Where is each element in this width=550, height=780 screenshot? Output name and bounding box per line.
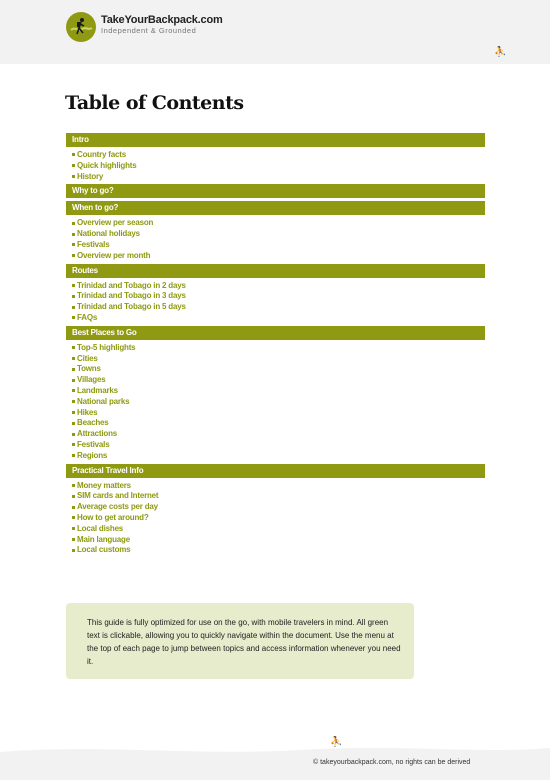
toc-link[interactable]: Trinidad and Tobago in 3 days (72, 291, 485, 302)
toc-link[interactable]: Festivals (72, 240, 485, 251)
bullet-icon (72, 243, 75, 246)
toc-section-why (66, 184, 485, 198)
toc-link[interactable]: Top-5 highlights (72, 343, 485, 354)
toc-link[interactable]: Beaches (72, 418, 485, 429)
bullet-icon (72, 411, 75, 414)
bullet-icon (72, 400, 75, 403)
info-note-text: This guide is fully optimized for use on the go, with mobile travelers in mind. All green text is clickable, allowing you to quickly navigate within the document. Use the menu at the top of each page to jump between topics and access information whenever you need it. (87, 618, 401, 666)
bullet-icon (72, 284, 75, 287)
brand-tagline: Independent & Grounded (101, 26, 197, 35)
bullet-icon (72, 153, 75, 156)
toc-link[interactable]: Quick highlights (72, 161, 485, 172)
bullet-icon (72, 254, 75, 257)
toc-link[interactable]: Local dishes (72, 524, 485, 535)
toc-link[interactable]: Country facts (72, 150, 485, 161)
bullet-icon (72, 484, 75, 487)
bullet-icon (72, 233, 75, 236)
bullet-icon (72, 443, 75, 446)
brand-name[interactable]: TakeYourBackpack.com (101, 14, 223, 26)
bullet-icon (72, 164, 75, 167)
bullet-icon (72, 357, 75, 360)
globe-hiker-icon (66, 12, 96, 42)
toc-section-intro (66, 133, 485, 182)
bullet-icon (72, 433, 75, 436)
toc-link[interactable]: History (72, 172, 485, 183)
toc-link[interactable]: Local customs (72, 545, 485, 556)
logo-icon[interactable] (66, 12, 96, 42)
toc-link[interactable]: Main language (72, 535, 485, 546)
bullet-icon (72, 422, 75, 425)
toc-section-routes (66, 264, 485, 324)
header-wave (0, 52, 550, 72)
toc-section-practical (66, 464, 485, 557)
page-title: Table of Contents (65, 92, 244, 114)
section-items (66, 281, 485, 324)
toc-link[interactable]: FAQs (72, 313, 485, 324)
section-items (66, 481, 485, 557)
toc-link[interactable]: National holidays (72, 229, 485, 240)
bullet-icon (72, 538, 75, 541)
hiker-icon: ⛹ (330, 737, 343, 748)
toc-link[interactable]: How to get around? (72, 513, 485, 524)
section-items (66, 150, 485, 182)
bullet-icon (72, 316, 75, 319)
bullet-icon (72, 295, 75, 298)
toc-link[interactable]: Landmarks (72, 386, 485, 397)
section-heading[interactable]: Why to go? (66, 184, 485, 198)
toc-link[interactable]: Towns (72, 364, 485, 375)
bullet-icon (72, 506, 75, 509)
toc-link[interactable]: Regions (72, 451, 485, 462)
section-heading[interactable]: Routes (66, 264, 485, 278)
section-items (66, 218, 485, 261)
toc-section-places (66, 326, 485, 462)
toc-link[interactable]: Villages (72, 375, 485, 386)
toc-link[interactable]: Festivals (72, 440, 485, 451)
toc-link[interactable]: Money matters (72, 481, 485, 492)
bullet-icon (72, 495, 75, 498)
section-heading[interactable]: Practical Travel Info (66, 464, 485, 478)
toc-link[interactable]: Overview per month (72, 251, 485, 262)
bullet-icon (72, 389, 75, 392)
section-heading[interactable]: Best Places to Go (66, 326, 485, 340)
bullet-icon (72, 306, 75, 309)
section-heading[interactable]: Intro (66, 133, 485, 147)
bullet-icon (72, 454, 75, 457)
info-note (66, 603, 414, 679)
bullet-icon (72, 516, 75, 519)
toc-link[interactable]: Trinidad and Tobago in 2 days (72, 281, 485, 292)
bullet-icon (72, 346, 75, 349)
toc-link[interactable]: Attractions (72, 429, 485, 440)
toc-link[interactable]: Average costs per day (72, 502, 485, 513)
toc-link[interactable]: Cities (72, 354, 485, 365)
bullet-icon (72, 368, 75, 371)
toc-link[interactable]: Trinidad and Tobago in 5 days (72, 302, 485, 313)
bullet-icon (72, 527, 75, 530)
section-heading[interactable]: When to go? (66, 201, 485, 215)
bullet-icon (72, 549, 75, 552)
section-items (66, 343, 485, 462)
toc-link[interactable]: National parks (72, 397, 485, 408)
bullet-icon (72, 222, 75, 225)
footer-copyright: © takeyourbackpack.com, no rights can be derived (313, 759, 471, 766)
bullet-icon (72, 175, 75, 178)
toc-link[interactable]: Overview per season (72, 218, 485, 229)
toc-section-when (66, 201, 485, 261)
bullet-icon (72, 379, 75, 382)
hiker-icon: ⛹ (494, 47, 507, 58)
toc-link[interactable]: SIM cards and Internet (72, 491, 485, 502)
toc-link[interactable]: Hikes (72, 408, 485, 419)
table-of-contents (66, 133, 485, 558)
